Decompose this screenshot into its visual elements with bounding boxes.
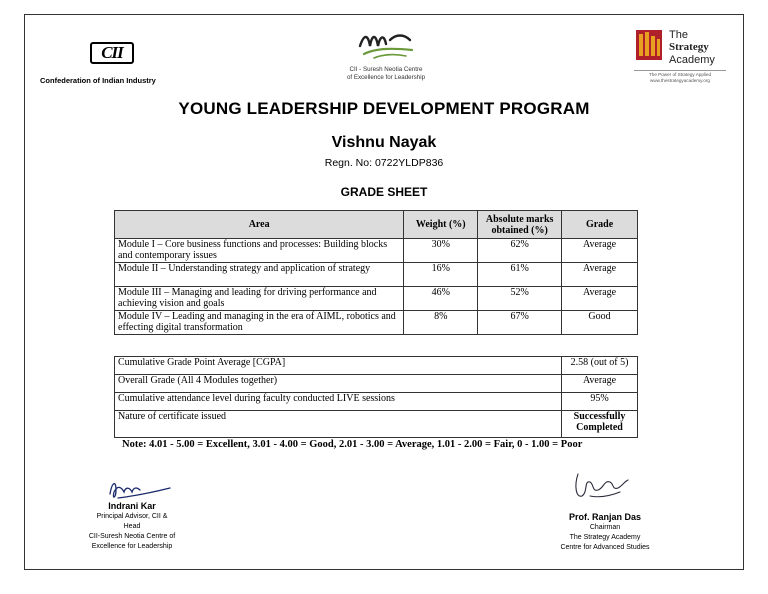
summary-label: Nature of certificate issued <box>115 411 562 438</box>
module-weight: 30% <box>404 239 478 263</box>
signatory-right-name: Prof. Ranjan Das <box>568 512 642 522</box>
modules-table <box>114 210 638 335</box>
module-weight: 46% <box>404 287 478 311</box>
table-header-row <box>115 211 638 239</box>
table-row <box>115 263 638 287</box>
signatory-right-line3: Centre for Advanced Studies <box>560 544 650 551</box>
module-weight: 8% <box>404 311 478 335</box>
module-grade: Average <box>562 239 638 263</box>
grade-sheet-title: GRADE SHEET <box>340 185 428 199</box>
cii-logo: CII <box>90 42 134 64</box>
module-area: Module IV – Leading and managing in the era of AIML, robotics and effecting digital transformation <box>115 311 404 335</box>
tsa-tagline <box>634 70 726 83</box>
signatory-right-line1: Chairman <box>589 524 621 531</box>
module-area: Module I – Core business functions and processes: Building blocks and contemporary issues <box>115 239 404 263</box>
signatory-left-line4: Excellence for Leadership <box>91 543 173 550</box>
signatory-right <box>540 511 670 553</box>
table-row <box>115 287 638 311</box>
module-grade: Good <box>562 311 638 335</box>
signatory-left <box>82 500 182 552</box>
summary-label: Overall Grade (All 4 Modules together) <box>115 375 562 393</box>
module-area: Module II – Understanding strategy and application of strategy <box>115 263 404 287</box>
summary-label: Cumulative Grade Point Average [CGPA] <box>115 357 562 375</box>
summary-value: Successfully Completed <box>562 411 638 438</box>
summary-label: Cumulative attendance level during faculty conducted LIVE sessions <box>115 393 562 411</box>
center-logo-line2: of Excellence for Leadership <box>346 74 426 81</box>
signatory-left-name: Indrani Kar <box>108 501 156 511</box>
cii-snce-logo-icon <box>356 28 422 62</box>
signature-right-icon <box>570 466 630 506</box>
signatory-right-line2: The Strategy Academy <box>569 534 641 541</box>
grading-scale-note: Note: 4.01 - 5.00 = Excellent, 3.01 - 4.00 = Good, 2.01 - 3.00 = Average, 1.01 - 2.00 = Fair, 0 - 1.00 = Poor <box>122 439 583 450</box>
col-header-area: Area <box>115 211 404 239</box>
col-header-marks: Absolute marks obtained (%) <box>478 211 562 239</box>
cii-full-name: Confederation of Indian Industry <box>40 76 156 85</box>
module-marks: 67% <box>478 311 562 335</box>
summary-row <box>115 411 638 438</box>
module-marks: 61% <box>478 263 562 287</box>
center-logo-line1: CII - Suresh Neotia Centre <box>349 66 423 73</box>
module-area: Module III – Managing and leading for driving performance and achieving vision and goals <box>115 287 404 311</box>
summary-row <box>115 393 638 411</box>
summary-value: 95% <box>562 393 638 411</box>
signatory-left-line3: CII-Suresh Neotia Centre of <box>88 533 176 540</box>
program-title: YOUNG LEADERSHIP DEVELOPMENT PROGRAM <box>178 99 590 118</box>
module-marks: 52% <box>478 287 562 311</box>
tsa-word-the: The <box>669 29 688 41</box>
strategy-academy-logo-icon <box>636 30 662 60</box>
summary-table <box>114 356 638 438</box>
summary-row <box>115 357 638 375</box>
summary-value: Average <box>562 375 638 393</box>
table-row <box>115 239 638 263</box>
tsa-tagline-2: www.thestrategyacademy.org <box>650 77 710 83</box>
tsa-word-academy: Academy <box>669 54 715 66</box>
col-header-weight: Weight (%) <box>404 211 478 239</box>
registration-number: Regn. No: 0722YLDP836 <box>324 157 444 169</box>
summary-row <box>115 375 638 393</box>
module-marks: 62% <box>478 239 562 263</box>
col-header-grade: Grade <box>562 211 638 239</box>
table-row <box>115 311 638 335</box>
module-grade: Average <box>562 287 638 311</box>
student-name: Vishnu Nayak <box>331 134 437 151</box>
summary-value: 2.58 (out of 5) <box>562 357 638 375</box>
tsa-word-strategy: Strategy <box>669 41 709 53</box>
module-weight: 16% <box>404 263 478 287</box>
module-grade: Average <box>562 263 638 287</box>
tsa-tagline-1: The Power of Strategy Applied <box>648 72 712 77</box>
signatory-left-line2: Head <box>123 523 141 530</box>
signatory-left-line1: Principal Advisor, CII & <box>96 513 168 520</box>
